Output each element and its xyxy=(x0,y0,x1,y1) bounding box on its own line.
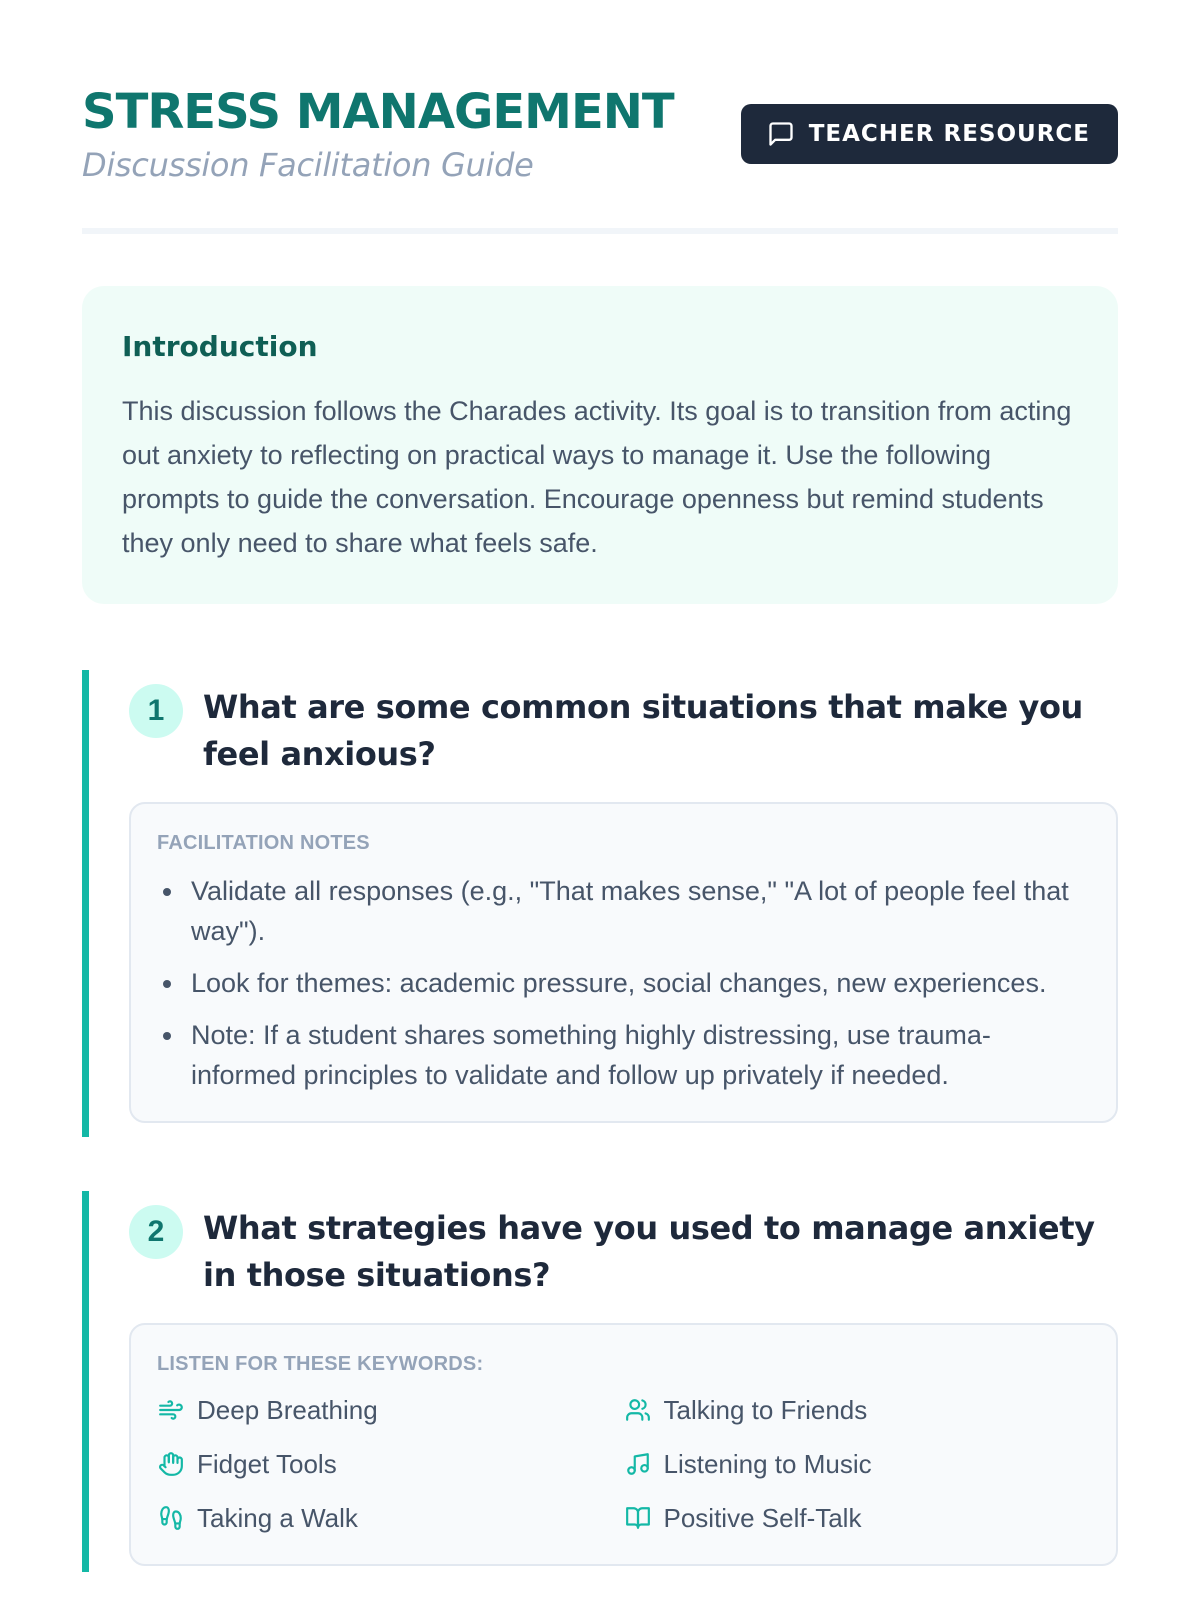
keyword-item xyxy=(624,1498,1091,1538)
keyword-item xyxy=(157,1498,624,1538)
page-title: STRESS MANAGEMENT xyxy=(82,84,674,140)
question-header xyxy=(129,670,1118,778)
question-number-badge: 2 xyxy=(129,1205,183,1259)
wind-icon xyxy=(157,1396,185,1424)
keyword-item xyxy=(624,1390,1091,1430)
list-item xyxy=(157,871,1090,951)
footprints-icon xyxy=(157,1504,185,1532)
keywords-label: LISTEN FOR THESE KEYWORDS: xyxy=(157,1353,484,1375)
bullet-icon xyxy=(163,980,171,988)
question-text: What are some common situations that make you feel anxious? xyxy=(203,688,1083,773)
question-header xyxy=(129,1191,1118,1299)
keyword-label: Positive Self-Talk xyxy=(663,1502,862,1533)
page-subtitle: Discussion Facilitation Guide xyxy=(82,146,534,184)
book-open-icon xyxy=(624,1504,652,1532)
introduction-heading: Introduction xyxy=(122,330,318,363)
list-item xyxy=(157,963,1090,1003)
keyword-item xyxy=(624,1444,1091,1484)
bullet-icon xyxy=(163,888,171,896)
note-text: Look for themes: academic pressure, social changes, new experiences. xyxy=(191,968,1047,998)
keyword-label: Fidget Tools xyxy=(197,1448,337,1479)
introduction-text: This discussion follows the Charades activity. Its goal is to transition from acting out anxiety to reflecting on practical ways to manage it. Use the following prompts to guide the conversation. Encourage openness but remind students they only need to share what feels safe. xyxy=(122,396,1072,558)
keyword-label: Listening to Music xyxy=(663,1448,872,1479)
keyword-item xyxy=(157,1390,624,1430)
introduction-card xyxy=(82,286,1118,604)
keyword-label: Taking a Walk xyxy=(197,1502,358,1533)
question-number-badge: 1 xyxy=(129,684,183,738)
page-header xyxy=(82,0,1118,234)
bullet-icon xyxy=(163,1032,171,1040)
note-text: Validate all responses (e.g., "That makes sense," "A lot of people feel that way"). xyxy=(191,876,1069,946)
keywords-grid xyxy=(157,1390,1090,1538)
facilitation-notes-list xyxy=(157,871,1090,1095)
question-section-2 xyxy=(82,1191,1118,1572)
hand-icon xyxy=(157,1450,185,1478)
message-square-icon xyxy=(767,120,795,148)
keyword-label: Deep Breathing xyxy=(197,1394,378,1425)
keywords-box xyxy=(129,1323,1118,1566)
users-icon xyxy=(624,1396,652,1424)
facilitation-notes-label: FACILITATION NOTES xyxy=(157,832,370,854)
keyword-item xyxy=(157,1444,624,1484)
facilitation-notes-box xyxy=(129,802,1118,1123)
teacher-resource-badge xyxy=(741,104,1118,164)
music-icon xyxy=(624,1450,652,1478)
question-section-1 xyxy=(82,670,1118,1137)
question-text: What strategies have you used to manage anxiety in those situations? xyxy=(203,1209,1095,1294)
keyword-label: Talking to Friends xyxy=(663,1394,868,1425)
badge-label: TEACHER RESOURCE xyxy=(808,121,1090,147)
note-text: Note: If a student shares something highly distressing, use trauma-informed principles to validate and follow up privately if needed. xyxy=(191,1020,991,1090)
list-item xyxy=(157,1015,1090,1095)
